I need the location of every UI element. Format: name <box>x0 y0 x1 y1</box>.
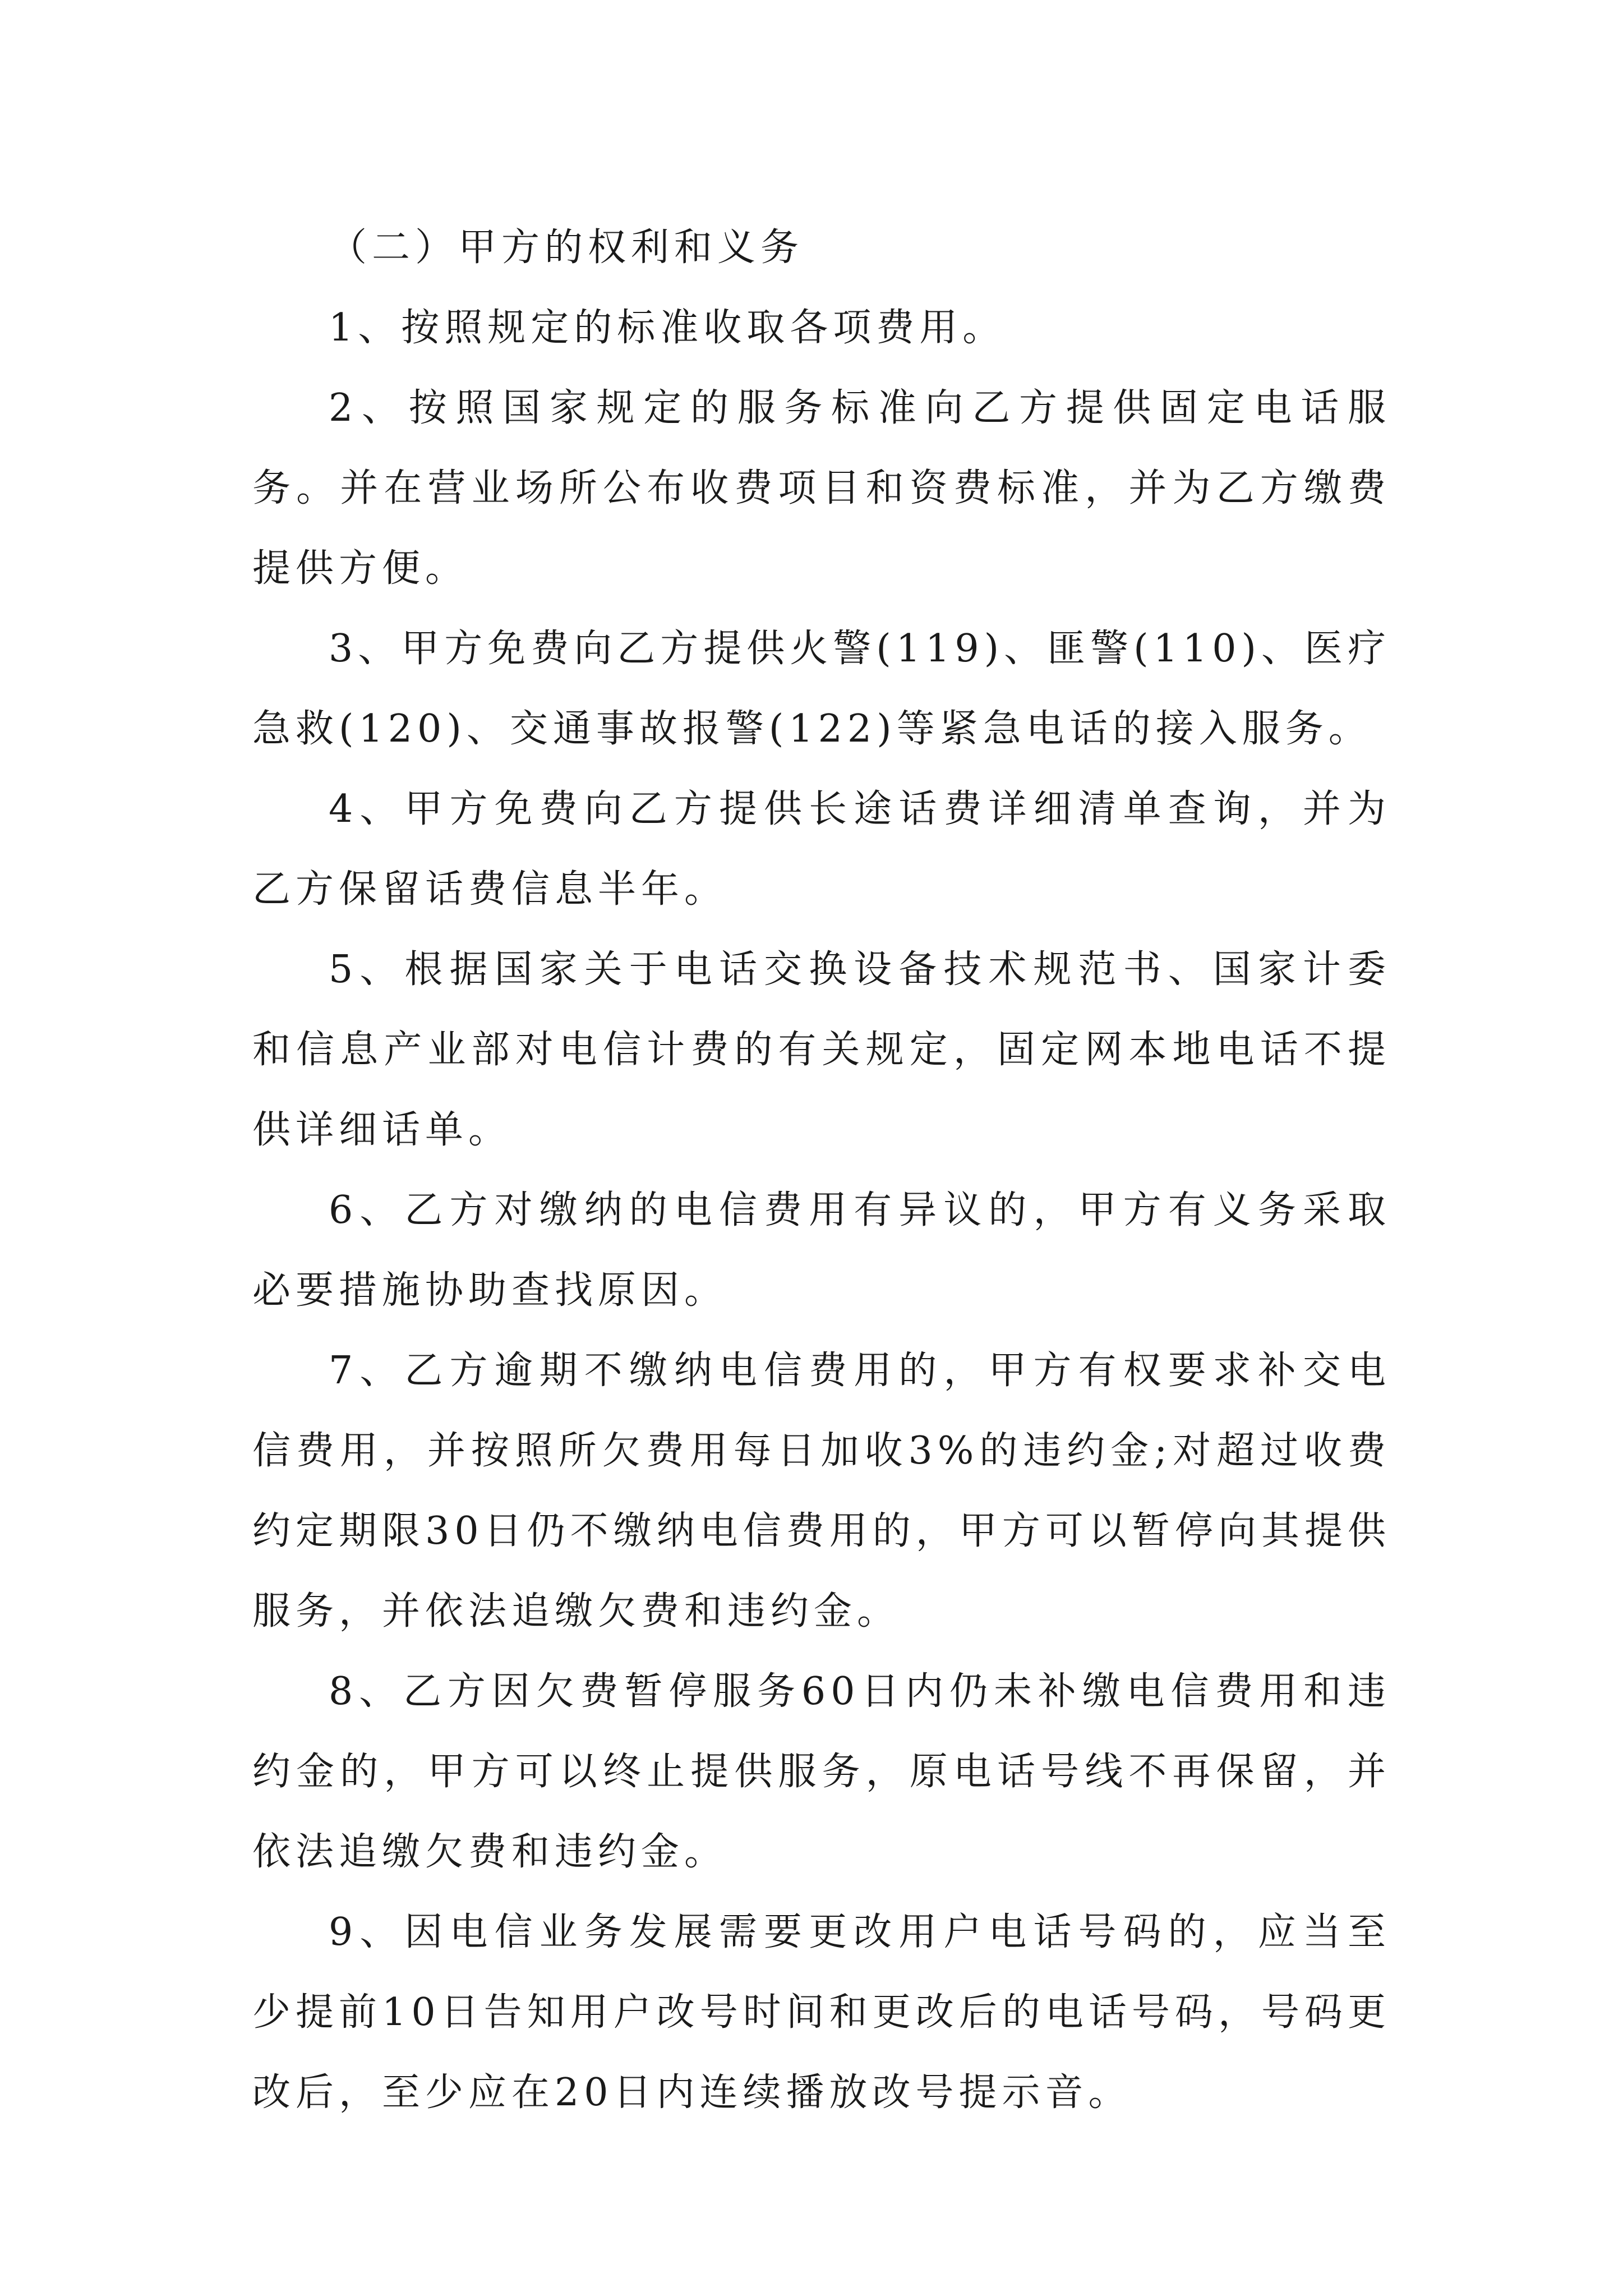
clause-6: 6、乙方对缴纳的电信费用有异议的，甲方有义务采取必要措施协助查找原因。 <box>252 1188 1391 1313</box>
document-body <box>252 208 1391 2133</box>
clause-9: 9、因电信业务发展需要更改用户电话号码的，应当至少提前10日告知用户改号时间和更改后的电话号码，号码更改后，至少应在20日内连续播放改号提示音。 <box>252 1910 1391 2115</box>
clause-1: 1、按照规定的标准收取各项费用。 <box>329 306 1006 350</box>
clause-2: 2、按照国家规定的服务标准向乙方提供固定电话服务。并在营业场所公布收费项目和资费标准，并为乙方缴费提供方便。 <box>252 386 1391 591</box>
clause-4: 4、甲方免费向乙方提供长途话费详细清单查询，并为乙方保留话费信息半年。 <box>252 787 1391 912</box>
section-heading: （二）甲方的权利和义务 <box>329 226 804 270</box>
clause-7: 7、乙方逾期不缴纳电信费用的，甲方有权要求补交电信费用，并按照所欠费用每日加收3%的违约金;对超过收费约定期限30日仍不缴纳电信费用的，甲方可以暂停向其提供服务，并依法追缴欠费和违约金。 <box>252 1349 1391 1634</box>
clause-8: 8、乙方因欠费暂停服务60日内仍未补缴电信费用和违约金的，甲方可以终止提供服务，原电话号线不再保留，并依法追缴欠费和违约金。 <box>252 1669 1391 1874</box>
clause-3: 3、甲方免费向乙方提供火警(119)、匪警(110)、医疗急救(120)、交通事故报警(122)等紧急电话的接入服务。 <box>252 627 1391 751</box>
clause-5: 5、根据国家关于电话交换设备技术规范书、国家计委和信息产业部对电信计费的有关规定，固定网本地电话不提供详细话单。 <box>252 947 1391 1152</box>
